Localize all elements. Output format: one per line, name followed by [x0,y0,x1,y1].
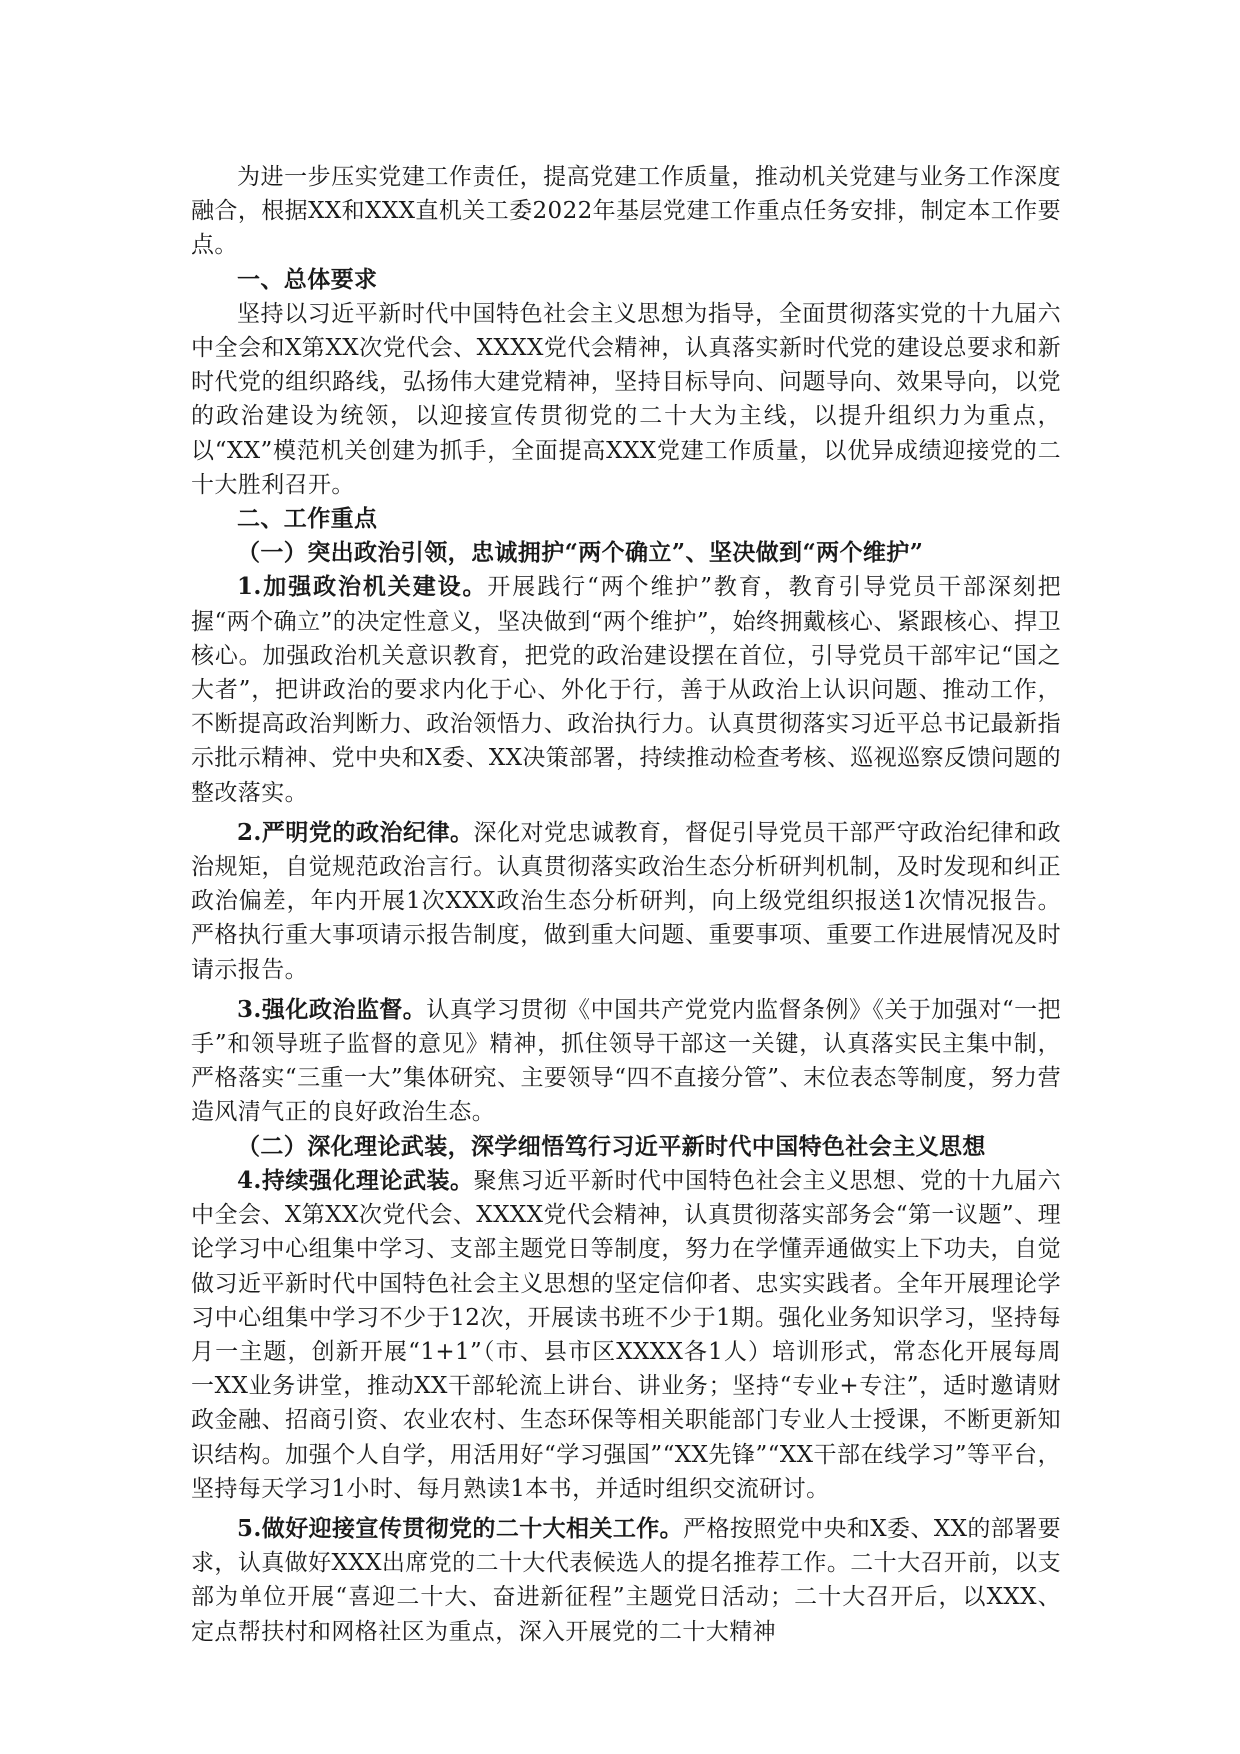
item-5-title: 5.做好迎接宣传贯彻党的二十大相关工作。 [237,1514,684,1542]
item-5-body: 严格按照党中央和X委、XX的部署要求，认真做好XXX出席党的二十大代表候选人的提名推荐工作。二十大召开前，以支部为单位开展“喜迎二十大、奋进新征程”主题党日活动；二十大召开后，以XXX、定点帮扶村和网格社区为重点，深入开展党的二十大精神 [191,1515,1061,1645]
item-2-paragraph [191,816,1061,987]
item-5-paragraph [191,1512,1061,1649]
item-2-title: 2.严明党的政治纪律。 [237,818,474,846]
item-3-body: 认真学习贯彻《中国共产党党内监督条例》《关于加强对“一把手”和领导班子监督的意见》精神，抓住领导干部这一关键，认真落实民主集中制，严格落实“三重一大”集体研究、主要领导“四不直接分管”、末位表态等制度，努力营造风清气正的良好政治生态。 [191,996,1061,1126]
item-4-body: 聚焦习近平新时代中国特色社会主义思想、党的十九届六中全会、X第XX次党代会、XXXX党代会精神，认真贯彻落实部务会“第一议题”、理论学习中心组集中学习、支部主题党日等制度，努力在学懂弄通做实上下功夫，自觉做习近平新时代中国特色社会主义思想的坚定信仰者、忠实实践者。全年开展理论学习中心组集中学习不少于12次，开展读书班不少于1期。强化业务知识学习，坚持每月一主题，创新开展“1+1”（市、县市区XXXX各1人）培训形式，常态化开展每周一XX业务讲堂，推动XX干部轮流上讲台、讲业务；坚持“专业+专注”，适时邀请财政金融、招商引资、农业农村、生态环保等相关职能部门专业人士授课，不断更新知识结构。加强个人自学，用活用好“学习强国”“XX先锋”“XX干部在线学习”等平台，坚持每天学习1小时、每月熟读1本书，并适时组织交流研讨。 [191,1167,1061,1502]
subsection-heading-political-leadership: （一）突出政治引领，忠诚拥护“两个确立”、坚决做到“两个维护” [237,539,924,567]
item-2-body: 深化对党忠诚教育，督促引导党员干部严守政治纪律和政治规矩，自觉规范政治言行。认真贯彻落实政治生态分析研判机制，及时发现和纠正政治偏差，年内开展1次XXX政治生态分析研判，向上级党组织报送1次情况报告。严格执行重大事项请示报告制度，做到重大问题、重要事项、重要工作进展情况及时请示报告。 [191,819,1061,983]
document-body [191,160,1061,1649]
item-1-body: 开展践行“两个维护”教育，教育引导党员干部深刻把握“两个确立”的决定性意义，坚决做到“两个维护”，始终拥戴核心、紧跟核心、捍卫核心。加强政治机关意识教育，把党的政治建设摆在首位，引导党员干部牢记“国之大者”，把讲政治的要求内化于心、外化于行，善于从政治上认识问题、推动工作，不断提高政治判断力、政治领悟力、政治执行力。认真贯彻落实习近平总书记最新指示批示精神、党中央和X委、XX决策部署，持续推动检查考核、巡视巡察反馈问题的整改落实。 [191,574,1061,806]
overall-requirements-paragraph: 坚持以习近平新时代中国特色社会主义思想为指导，全面贯彻落实党的十九届六中全会和X第XX次党代会、XXXX党代会精神，认真落实新时代党的建设总要求和新时代党的组织路线，弘扬伟大建党精神，坚持目标导向、问题导向、效果导向，以党的政治建设为统领，以迎接宣传贯彻党的二十大为主线，以提升组织力为重点，以“XX”模范机关创建为抓手，全面提高XXX党建工作质量，以优异成绩迎接党的二十大胜利召开。 [191,300,1061,498]
item-4-title: 4.持续强化理论武装。 [237,1166,474,1194]
item-3-paragraph [191,993,1061,1130]
section-heading-work-focus: 二、工作重点 [237,505,378,533]
item-1-title: 1.加强政治机关建设。 [237,573,488,601]
subsection-heading-theory-armament: （二）深化理论武装，深学细悟笃行习近平新时代中国特色社会主义思想 [237,1132,986,1160]
item-3-title: 3.强化政治监督。 [237,995,427,1023]
item-4-paragraph [191,1164,1061,1506]
item-1-paragraph [191,570,1061,809]
intro-paragraph: 为进一步压实党建工作责任，提高党建工作质量，推动机关党建与业务工作深度融合，根据XX和XXX直机关工委2022年基层党建工作重点任务安排，制定本工作要点。 [191,164,1061,259]
section-heading-overall-requirements: 一、总体要求 [237,265,378,293]
